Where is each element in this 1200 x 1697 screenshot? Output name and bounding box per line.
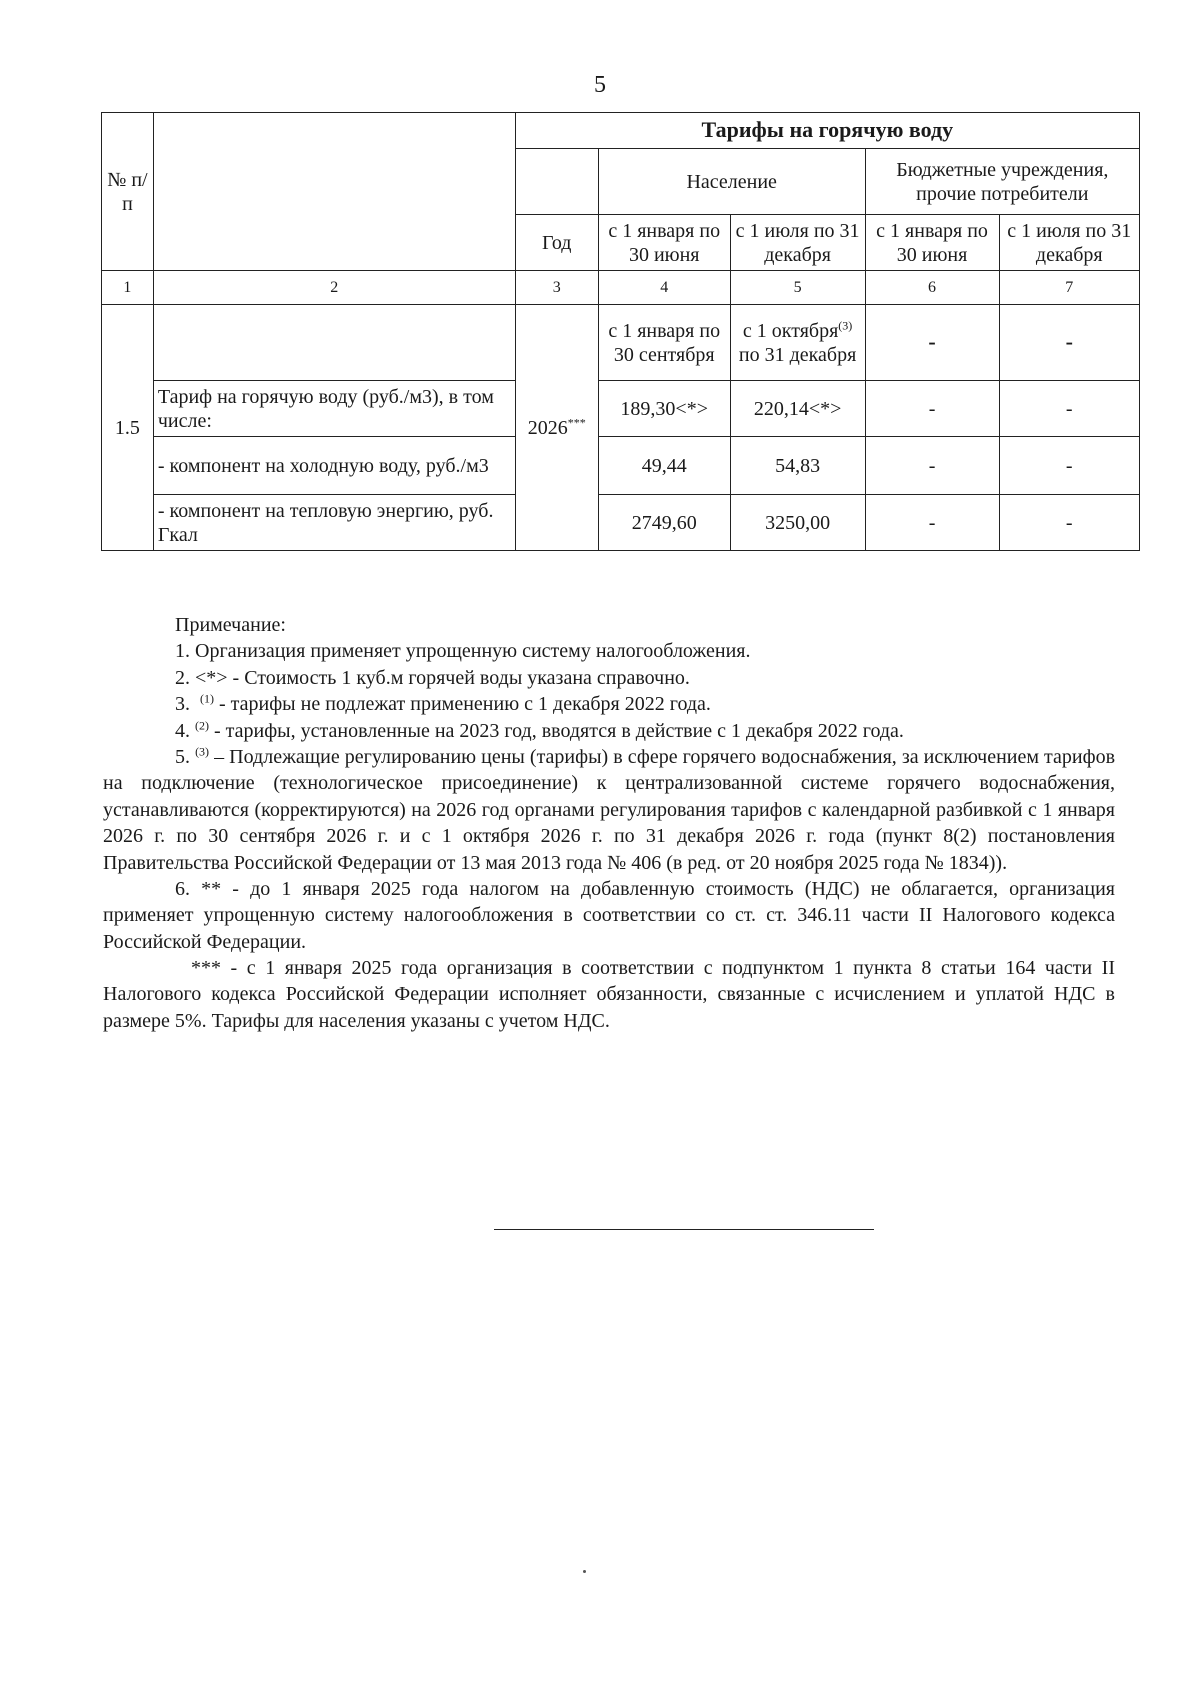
year-footnote-mark: ***	[567, 414, 586, 429]
dash-cell: -	[865, 305, 999, 381]
table-row	[102, 305, 1140, 381]
note-5-mark: (3)	[195, 744, 210, 759]
note-4-mark: (2)	[195, 717, 209, 732]
index-cell: 4	[598, 271, 730, 305]
row-name: - компонент на тепловую энергию, руб. Гкал	[153, 495, 515, 551]
table-title: Тарифы на горячую воду	[515, 113, 1139, 149]
note-3-mark: (1)	[200, 691, 214, 706]
page-number: 5	[594, 72, 606, 98]
header-year: Год	[515, 215, 598, 271]
year-value: 2026	[527, 416, 568, 439]
value-cell: 189,30<*>	[598, 381, 730, 437]
note-2: 2. <*> - Стоимость 1 куб.м горячей воды указана справочно.	[175, 666, 690, 689]
header-empty-year	[515, 149, 598, 215]
header-period-3: с 1 января по 30 июня	[865, 215, 999, 271]
index-cell: 5	[730, 271, 865, 305]
note-7: *** - с 1 января 2025 года организация в соответствии с подпунктом 1 пункта 8 статьи 164 части II Налогового кодекса Российской Федерации исполняет обязанности, связанные с исчислением и уплатой НДС в размере 5%. Тарифы для населения указаны с учетом НДС.	[103, 957, 1115, 1032]
table-row	[102, 495, 1140, 551]
end-rule	[494, 1229, 874, 1230]
index-cell: 1	[102, 271, 154, 305]
value-cell: 54,83	[730, 437, 865, 495]
notes-heading: Примечание:	[175, 614, 286, 636]
sub-period-2	[730, 305, 865, 381]
note-3	[175, 691, 1115, 717]
header-budget: Бюджетные учреждения, прочие потребители	[865, 149, 1139, 215]
header-period-4: с 1 июля по 31 декабря	[999, 215, 1139, 271]
value-cell: -	[999, 495, 1139, 551]
table-row	[102, 381, 1140, 437]
row-name: - компонент на холодную воду, руб./м3	[153, 437, 515, 495]
value-cell: -	[999, 437, 1139, 495]
sub-period-2-footnote-mark: (3)	[838, 317, 853, 332]
row-number: 1.5	[102, 305, 154, 551]
note-4-text: - тарифы, установленные на 2023 год, вводятся в действие с 1 декабря 2022 года.	[214, 719, 904, 742]
value-cell: 3250,00	[730, 495, 865, 551]
value-cell: 2749,60	[598, 495, 730, 551]
dash-cell: -	[999, 305, 1139, 381]
note-3-number: 3.	[175, 693, 190, 716]
value-cell: -	[999, 381, 1139, 437]
value-cell: -	[865, 437, 999, 495]
table-row	[102, 437, 1140, 495]
row-name-empty	[153, 305, 515, 381]
note-6: 6. ** - до 1 января 2025 года налогом на добавленную стоимость (НДС) не облагается, организация применяет упрощенную систему налогообложения в соответствии со ст. ст. 346.11 части II Налогового кодекса Российской Федерации.	[103, 877, 1115, 953]
header-num: № п/п	[102, 113, 154, 271]
row-name: Тариф на горячую воду (руб./м3), в том числе:	[153, 381, 515, 437]
index-cell: 3	[515, 271, 598, 305]
sub-period-2-end: по 31 декабря	[738, 343, 857, 366]
value-cell: 220,14<*>	[730, 381, 865, 437]
note-4-number: 4.	[175, 719, 190, 742]
note-4	[103, 718, 1115, 744]
note-5-text: – Подлежащие регулированию цены (тарифы) в сфере горячего водоснабжения, за исключением тарифов на подключение (технологическое присоединение) к централизованной системе горячего водоснабжения, устанавливаются (корректируются) на 2026 год органами регулирования тарифов с календарной разбивкой с 1 января 2026 г. по 30 сентября 2026 г. и с 1 октября 2026 г. по 31 декабря 2026 г. года (пункт 8(2) постановления Правительства Российской Федерации от 13 мая 2013 года № 406 (в ред. от 20 ноября 2025 года № 1834)).	[103, 745, 1116, 874]
value-cell: -	[865, 495, 999, 551]
note-5-number: 5.	[175, 745, 190, 768]
index-cell: 6	[865, 271, 999, 305]
index-row	[102, 271, 1140, 305]
note-3-text: - тарифы не подлежат применению с 1 декабря 2022 года.	[219, 693, 711, 716]
notes-section	[103, 612, 1116, 1034]
row-year	[515, 305, 598, 551]
tariff-table	[101, 112, 1140, 551]
note-5	[103, 744, 1115, 876]
note-1: 1. Организация применяет упрощенную систему налогообложения.	[175, 640, 751, 663]
sub-period-2-start: с 1 октября	[742, 319, 839, 342]
value-cell: 49,44	[598, 437, 730, 495]
index-cell: 2	[153, 271, 515, 305]
sub-period-1: с 1 января по 30 сентября	[598, 305, 730, 381]
header-population: Население	[598, 149, 865, 215]
index-cell: 7	[999, 271, 1139, 305]
header-period-1: с 1 января по 30 июня	[598, 215, 730, 271]
header-period-2: с 1 июля по 31 декабря	[730, 215, 865, 271]
table-header-row	[102, 113, 1140, 149]
scan-speck	[583, 1570, 586, 1573]
header-name	[153, 113, 515, 271]
value-cell: -	[865, 381, 999, 437]
